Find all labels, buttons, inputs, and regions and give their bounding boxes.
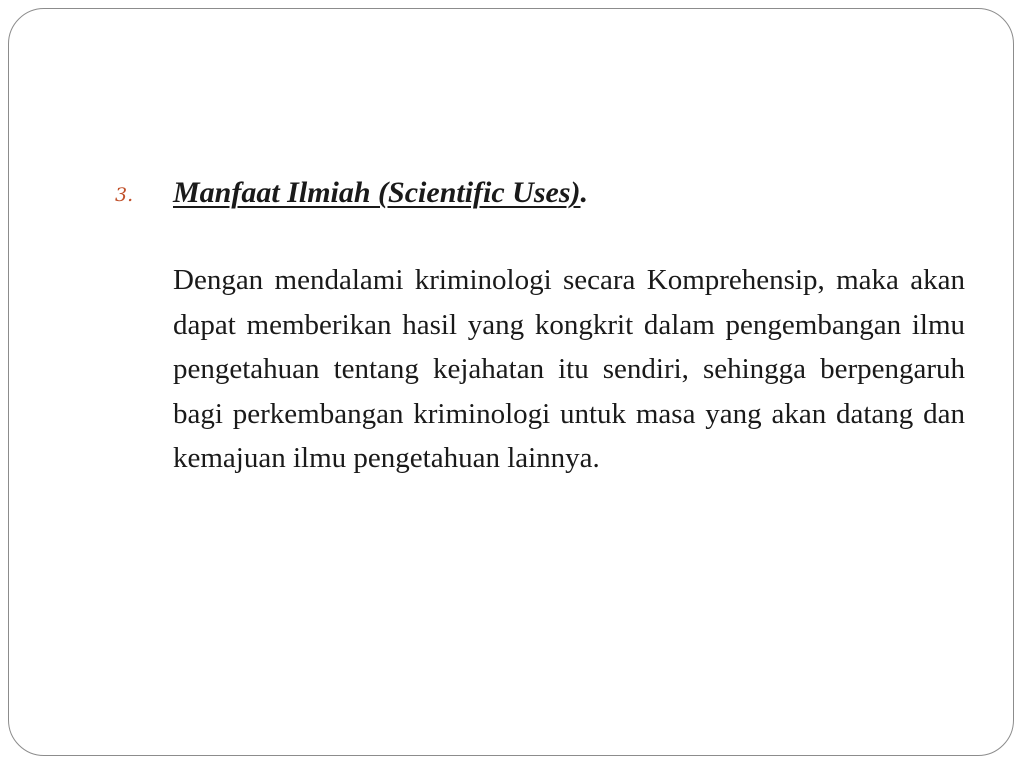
item-heading xyxy=(173,176,588,210)
item-heading-punctuation: . xyxy=(580,176,589,209)
item-heading-text: Manfaat Ilmiah (Scientific Uses) xyxy=(173,176,581,209)
slide-frame xyxy=(8,8,1014,756)
item-body-paragraph: Dengan mendalami kriminologi secara Komprehensip, maka akan dapat memberikan hasil yang kongkrit dalam pengembangan ilmu pengetahuan tentang kejahatan itu sendiri, sehingga berpengaruh bagi perkembangan kriminologi untuk masa yang akan datang dan kemajuan ilmu pengetahuan lainnya. xyxy=(173,264,965,475)
list-item-number: 3. xyxy=(115,184,134,206)
list-item xyxy=(9,9,1013,755)
